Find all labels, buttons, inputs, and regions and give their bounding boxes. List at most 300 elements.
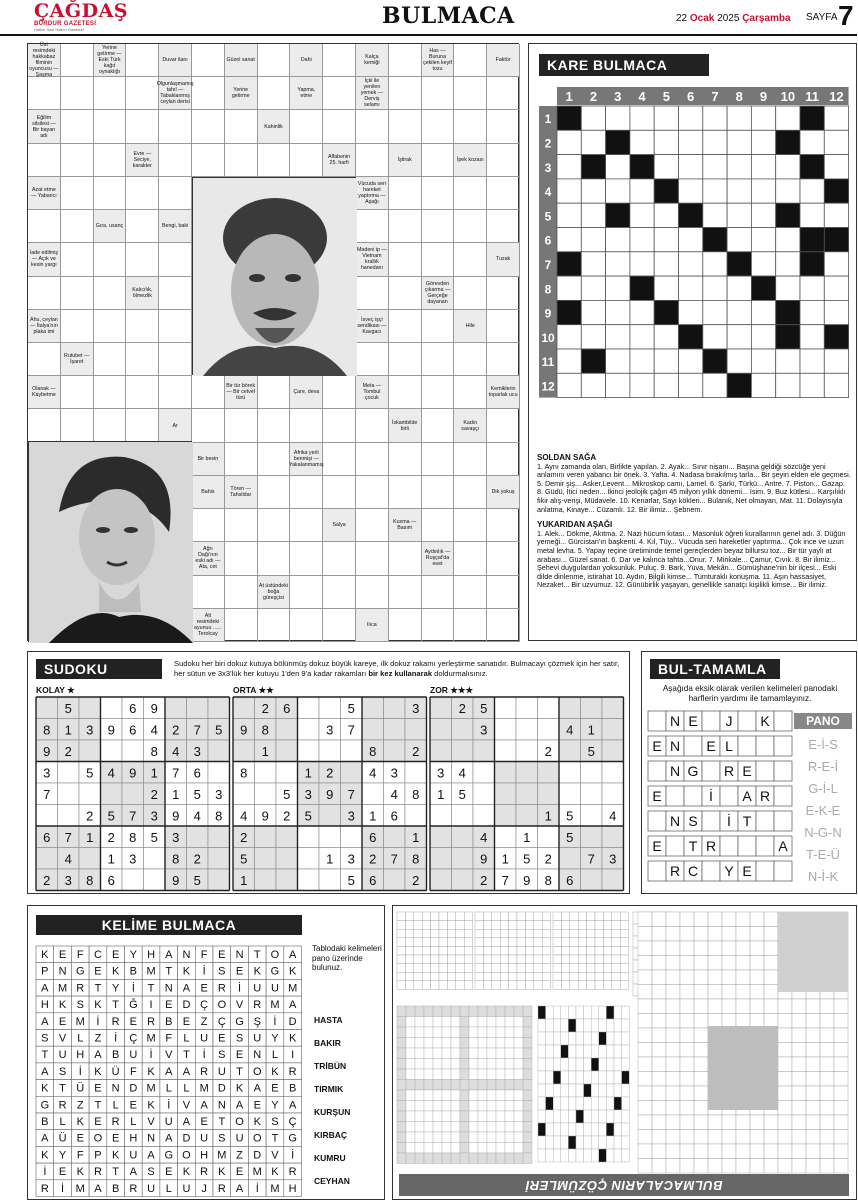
kare-cell[interactable] xyxy=(679,106,703,130)
sudoku-cell[interactable] xyxy=(581,762,603,784)
kare-cell[interactable] xyxy=(703,155,727,179)
bultam-cell[interactable] xyxy=(666,836,684,856)
sudoku-cell[interactable] xyxy=(208,848,230,870)
sudoku-cell[interactable] xyxy=(319,826,341,848)
bultam-cell[interactable] xyxy=(774,761,792,781)
answer-cell[interactable] xyxy=(258,144,291,177)
answer-cell[interactable] xyxy=(323,409,356,442)
kare-cell[interactable] xyxy=(751,130,775,154)
answer-cell[interactable] xyxy=(290,576,323,609)
sudoku-cell[interactable] xyxy=(319,697,341,719)
answer-cell[interactable] xyxy=(389,376,422,409)
kare-cell[interactable] xyxy=(557,228,581,252)
answer-cell[interactable] xyxy=(192,409,225,442)
kare-cell[interactable] xyxy=(581,130,605,154)
bultam-cell[interactable] xyxy=(756,736,774,756)
bultam-cell[interactable] xyxy=(738,711,756,731)
sudoku-cell[interactable] xyxy=(122,869,144,891)
answer-cell[interactable] xyxy=(61,409,94,442)
sudoku-cell[interactable] xyxy=(276,826,298,848)
sudoku-cell[interactable] xyxy=(276,762,298,784)
answer-cell[interactable] xyxy=(454,509,487,542)
sudoku-cell[interactable] xyxy=(538,697,560,719)
answer-cell[interactable] xyxy=(290,609,323,642)
kare-cell[interactable] xyxy=(776,228,800,252)
answer-cell[interactable] xyxy=(126,44,159,77)
sudoku-cell[interactable] xyxy=(473,805,495,827)
answer-cell[interactable] xyxy=(61,310,94,343)
answer-cell[interactable] xyxy=(126,110,159,143)
answer-cell[interactable] xyxy=(323,576,356,609)
answer-cell[interactable] xyxy=(192,376,225,409)
sudoku-cell[interactable] xyxy=(495,719,517,741)
bultam-cell[interactable] xyxy=(648,811,666,831)
sudoku-cell[interactable] xyxy=(538,762,560,784)
sudoku-cell[interactable] xyxy=(559,762,581,784)
answer-cell[interactable] xyxy=(454,609,487,642)
sudoku-cell[interactable] xyxy=(538,826,560,848)
answer-cell[interactable] xyxy=(290,144,323,177)
sudoku-cell[interactable] xyxy=(581,826,603,848)
sudoku-cell[interactable] xyxy=(452,805,474,827)
kare-cell[interactable] xyxy=(606,179,630,203)
sudoku-cell[interactable] xyxy=(233,697,255,719)
answer-cell[interactable] xyxy=(126,77,159,110)
sudoku-cell[interactable] xyxy=(516,783,538,805)
sudoku-cell[interactable] xyxy=(430,826,452,848)
answer-cell[interactable] xyxy=(94,310,127,343)
sudoku-cell[interactable] xyxy=(36,697,58,719)
answer-cell[interactable] xyxy=(356,542,389,575)
answer-cell[interactable] xyxy=(94,243,127,276)
answer-cell[interactable] xyxy=(454,44,487,77)
kare-cell[interactable] xyxy=(703,203,727,227)
bultam-cell[interactable] xyxy=(648,711,666,731)
answer-cell[interactable] xyxy=(28,144,61,177)
kare-cell[interactable] xyxy=(557,373,581,397)
kare-cell[interactable] xyxy=(630,300,654,324)
kare-cell[interactable] xyxy=(679,349,703,373)
sudoku-cell[interactable] xyxy=(58,783,80,805)
answer-cell[interactable] xyxy=(356,277,389,310)
sudoku-cell[interactable] xyxy=(79,848,101,870)
kare-cell[interactable] xyxy=(800,203,824,227)
answer-cell[interactable] xyxy=(225,110,258,143)
answer-cell[interactable] xyxy=(94,343,127,376)
answer-cell[interactable] xyxy=(487,443,520,476)
sudoku-cell[interactable] xyxy=(341,740,363,762)
kare-cell[interactable] xyxy=(776,252,800,276)
answer-cell[interactable] xyxy=(487,177,520,210)
answer-cell[interactable] xyxy=(356,110,389,143)
sudoku-cell[interactable] xyxy=(298,869,320,891)
kare-cell[interactable] xyxy=(824,155,848,179)
kare-cell[interactable] xyxy=(606,300,630,324)
sudoku-cell[interactable] xyxy=(430,848,452,870)
answer-cell[interactable] xyxy=(454,576,487,609)
kare-cell[interactable] xyxy=(654,276,678,300)
answer-cell[interactable] xyxy=(258,542,291,575)
kare-cell[interactable] xyxy=(630,373,654,397)
kare-cell[interactable] xyxy=(557,325,581,349)
answer-cell[interactable] xyxy=(356,210,389,243)
answer-cell[interactable] xyxy=(225,144,258,177)
kare-cell[interactable] xyxy=(800,373,824,397)
sudoku-cell[interactable] xyxy=(405,762,427,784)
sudoku-cell[interactable] xyxy=(581,783,603,805)
answer-cell[interactable] xyxy=(487,110,520,143)
sudoku-cell[interactable] xyxy=(581,697,603,719)
kare-cell[interactable] xyxy=(581,228,605,252)
kare-cell[interactable] xyxy=(654,325,678,349)
kare-cell[interactable] xyxy=(703,325,727,349)
kare-cell[interactable] xyxy=(581,179,605,203)
bultam-cell[interactable] xyxy=(666,786,684,806)
answer-cell[interactable] xyxy=(422,609,455,642)
kare-cell[interactable] xyxy=(727,325,751,349)
sudoku-cell[interactable] xyxy=(559,783,581,805)
kare-cell[interactable] xyxy=(557,155,581,179)
bultam-cell[interactable] xyxy=(720,836,738,856)
bultam-cell[interactable] xyxy=(756,836,774,856)
answer-cell[interactable] xyxy=(454,210,487,243)
answer-cell[interactable] xyxy=(225,409,258,442)
newspaper-logo[interactable] xyxy=(34,0,144,32)
kare-cell[interactable] xyxy=(654,155,678,179)
kare-cell[interactable] xyxy=(581,300,605,324)
kare-cell[interactable] xyxy=(606,228,630,252)
sudoku-cell[interactable] xyxy=(101,740,123,762)
sudoku-cell[interactable] xyxy=(319,869,341,891)
kare-cell[interactable] xyxy=(727,228,751,252)
sudoku-cell[interactable] xyxy=(165,697,187,719)
answer-cell[interactable] xyxy=(323,376,356,409)
bultam-cell[interactable] xyxy=(648,761,666,781)
kare-cell[interactable] xyxy=(824,130,848,154)
sudoku-cell[interactable] xyxy=(452,869,474,891)
kare-cell[interactable] xyxy=(606,325,630,349)
kare-cell[interactable] xyxy=(679,179,703,203)
answer-cell[interactable] xyxy=(258,476,291,509)
sudoku-cell[interactable] xyxy=(276,740,298,762)
sudoku-cell[interactable] xyxy=(255,762,277,784)
answer-cell[interactable] xyxy=(94,376,127,409)
answer-cell[interactable] xyxy=(422,210,455,243)
sudoku-cell[interactable] xyxy=(430,869,452,891)
sudoku-cell[interactable] xyxy=(298,848,320,870)
sudoku-cell[interactable] xyxy=(602,762,624,784)
kare-cell[interactable] xyxy=(703,130,727,154)
answer-cell[interactable] xyxy=(487,210,520,243)
answer-cell[interactable] xyxy=(422,509,455,542)
kare-cell[interactable] xyxy=(581,106,605,130)
bultam-cell[interactable] xyxy=(702,761,720,781)
answer-cell[interactable] xyxy=(389,243,422,276)
kare-cell[interactable] xyxy=(654,373,678,397)
answer-cell[interactable] xyxy=(389,177,422,210)
kare-cell[interactable] xyxy=(557,130,581,154)
answer-cell[interactable] xyxy=(61,110,94,143)
answer-cell[interactable] xyxy=(159,343,192,376)
kare-cell[interactable] xyxy=(557,203,581,227)
bultam-cell[interactable] xyxy=(774,811,792,831)
kare-cell[interactable] xyxy=(630,228,654,252)
sudoku-cell[interactable] xyxy=(559,848,581,870)
sudoku-cell[interactable] xyxy=(319,805,341,827)
bultam-cell[interactable] xyxy=(702,861,720,881)
kare-cell[interactable] xyxy=(557,276,581,300)
answer-cell[interactable] xyxy=(454,177,487,210)
sudoku-cell[interactable] xyxy=(101,697,123,719)
sudoku-cell[interactable] xyxy=(36,848,58,870)
answer-cell[interactable] xyxy=(356,476,389,509)
answer-cell[interactable] xyxy=(356,509,389,542)
sudoku-cell[interactable] xyxy=(255,848,277,870)
kare-cell[interactable] xyxy=(606,155,630,179)
sudoku-cell[interactable] xyxy=(430,697,452,719)
sudoku-cell[interactable] xyxy=(384,697,406,719)
sudoku-cell[interactable] xyxy=(602,783,624,805)
sudoku-cell[interactable] xyxy=(559,740,581,762)
sudoku-cell[interactable] xyxy=(208,740,230,762)
answer-cell[interactable] xyxy=(323,542,356,575)
answer-cell[interactable] xyxy=(422,144,455,177)
answer-cell[interactable] xyxy=(487,576,520,609)
kare-cell[interactable] xyxy=(654,349,678,373)
sudoku-cell[interactable] xyxy=(36,805,58,827)
answer-cell[interactable] xyxy=(290,542,323,575)
answer-cell[interactable] xyxy=(94,77,127,110)
answer-cell[interactable] xyxy=(389,310,422,343)
sudoku-cell[interactable] xyxy=(473,762,495,784)
kare-cell[interactable] xyxy=(727,155,751,179)
answer-cell[interactable] xyxy=(290,476,323,509)
answer-cell[interactable] xyxy=(422,77,455,110)
answer-cell[interactable] xyxy=(487,77,520,110)
kare-cell[interactable] xyxy=(751,349,775,373)
kare-cell[interactable] xyxy=(776,373,800,397)
answer-cell[interactable] xyxy=(126,177,159,210)
answer-cell[interactable] xyxy=(389,476,422,509)
answer-cell[interactable] xyxy=(422,110,455,143)
answer-cell[interactable] xyxy=(487,409,520,442)
answer-cell[interactable] xyxy=(94,144,127,177)
answer-cell[interactable] xyxy=(159,376,192,409)
kare-cell[interactable] xyxy=(606,106,630,130)
sudoku-cell[interactable] xyxy=(255,826,277,848)
sudoku-cell[interactable] xyxy=(276,719,298,741)
kare-cell[interactable] xyxy=(776,155,800,179)
kare-cell[interactable] xyxy=(703,373,727,397)
answer-cell[interactable] xyxy=(454,110,487,143)
kare-cell[interactable] xyxy=(776,179,800,203)
answer-cell[interactable] xyxy=(389,609,422,642)
bultam-cell[interactable] xyxy=(720,786,738,806)
kare-cell[interactable] xyxy=(630,106,654,130)
answer-cell[interactable] xyxy=(225,542,258,575)
kare-cell[interactable] xyxy=(751,373,775,397)
kare-cell[interactable] xyxy=(581,203,605,227)
answer-cell[interactable] xyxy=(126,376,159,409)
kare-cell[interactable] xyxy=(751,228,775,252)
sudoku-cell[interactable] xyxy=(452,719,474,741)
kare-cell[interactable] xyxy=(630,349,654,373)
sudoku-cell[interactable] xyxy=(233,783,255,805)
answer-cell[interactable] xyxy=(61,44,94,77)
kare-cell[interactable] xyxy=(727,106,751,130)
kare-cell[interactable] xyxy=(751,300,775,324)
answer-cell[interactable] xyxy=(356,443,389,476)
answer-cell[interactable] xyxy=(28,210,61,243)
answer-cell[interactable] xyxy=(323,476,356,509)
kare-cell[interactable] xyxy=(800,130,824,154)
sudoku-cell[interactable] xyxy=(187,697,209,719)
answer-cell[interactable] xyxy=(356,343,389,376)
sudoku-cell[interactable] xyxy=(341,826,363,848)
answer-cell[interactable] xyxy=(389,576,422,609)
answer-cell[interactable] xyxy=(422,343,455,376)
sudoku-cell[interactable] xyxy=(559,697,581,719)
sudoku-cell[interactable] xyxy=(495,740,517,762)
kare-cell[interactable] xyxy=(800,349,824,373)
answer-cell[interactable] xyxy=(225,443,258,476)
sudoku-cell[interactable] xyxy=(144,869,166,891)
kare-cell[interactable] xyxy=(776,349,800,373)
kare-cell[interactable] xyxy=(727,179,751,203)
sudoku-cell[interactable] xyxy=(187,826,209,848)
answer-cell[interactable] xyxy=(389,542,422,575)
kare-cell[interactable] xyxy=(751,155,775,179)
sudoku-cell[interactable] xyxy=(298,697,320,719)
kare-cell[interactable] xyxy=(703,252,727,276)
kare-cell[interactable] xyxy=(800,300,824,324)
answer-cell[interactable] xyxy=(192,576,225,609)
sudoku-cell[interactable] xyxy=(430,805,452,827)
kare-cell[interactable] xyxy=(654,106,678,130)
sudoku-cell[interactable] xyxy=(473,783,495,805)
kare-cell[interactable] xyxy=(679,155,703,179)
answer-cell[interactable] xyxy=(61,177,94,210)
sudoku-cell[interactable] xyxy=(58,805,80,827)
bultam-cell[interactable] xyxy=(774,736,792,756)
kare-cell[interactable] xyxy=(800,276,824,300)
bultam-cell[interactable] xyxy=(684,786,702,806)
answer-cell[interactable] xyxy=(192,509,225,542)
answer-cell[interactable] xyxy=(94,277,127,310)
answer-cell[interactable] xyxy=(487,343,520,376)
sudoku-cell[interactable] xyxy=(430,719,452,741)
answer-cell[interactable] xyxy=(258,77,291,110)
kare-cell[interactable] xyxy=(824,300,848,324)
kare-cell[interactable] xyxy=(727,203,751,227)
answer-cell[interactable] xyxy=(126,409,159,442)
answer-cell[interactable] xyxy=(356,144,389,177)
sudoku-cell[interactable] xyxy=(144,848,166,870)
bultam-cell[interactable] xyxy=(738,736,756,756)
answer-cell[interactable] xyxy=(389,210,422,243)
answer-cell[interactable] xyxy=(225,509,258,542)
sudoku-cell[interactable] xyxy=(581,869,603,891)
kare-cell[interactable] xyxy=(703,179,727,203)
answer-cell[interactable] xyxy=(61,210,94,243)
kare-cell[interactable] xyxy=(703,300,727,324)
answer-cell[interactable] xyxy=(126,343,159,376)
sudoku-cell[interactable] xyxy=(276,848,298,870)
bultam-cell[interactable] xyxy=(756,811,774,831)
sudoku-cell[interactable] xyxy=(298,826,320,848)
answer-cell[interactable] xyxy=(61,277,94,310)
answer-cell[interactable] xyxy=(94,110,127,143)
answer-cell[interactable] xyxy=(422,310,455,343)
answer-cell[interactable] xyxy=(159,310,192,343)
kare-cell[interactable] xyxy=(824,349,848,373)
kare-cell[interactable] xyxy=(751,252,775,276)
answer-cell[interactable] xyxy=(323,443,356,476)
answer-cell[interactable] xyxy=(389,77,422,110)
kare-cell[interactable] xyxy=(654,228,678,252)
sudoku-cell[interactable] xyxy=(208,869,230,891)
kare-cell[interactable] xyxy=(727,349,751,373)
kare-cell[interactable] xyxy=(824,252,848,276)
answer-cell[interactable] xyxy=(258,44,291,77)
sudoku-cell[interactable] xyxy=(405,719,427,741)
answer-cell[interactable] xyxy=(258,609,291,642)
answer-cell[interactable] xyxy=(61,243,94,276)
bultam-cell[interactable] xyxy=(738,836,756,856)
kare-cell[interactable] xyxy=(557,179,581,203)
kare-cell[interactable] xyxy=(630,252,654,276)
kare-cell[interactable] xyxy=(679,252,703,276)
sudoku-cell[interactable] xyxy=(101,783,123,805)
answer-cell[interactable] xyxy=(389,277,422,310)
answer-cell[interactable] xyxy=(61,77,94,110)
answer-cell[interactable] xyxy=(28,409,61,442)
sudoku-cell[interactable] xyxy=(495,805,517,827)
sudoku-cell[interactable] xyxy=(208,826,230,848)
kare-cell[interactable] xyxy=(581,325,605,349)
sudoku-cell[interactable] xyxy=(208,697,230,719)
sudoku-cell[interactable] xyxy=(79,783,101,805)
sudoku-cell[interactable] xyxy=(384,869,406,891)
answer-cell[interactable] xyxy=(389,343,422,376)
answer-cell[interactable] xyxy=(422,177,455,210)
kare-cell[interactable] xyxy=(606,252,630,276)
kare-cell[interactable] xyxy=(824,106,848,130)
answer-cell[interactable] xyxy=(454,443,487,476)
sudoku-cell[interactable] xyxy=(122,783,144,805)
sudoku-cell[interactable] xyxy=(452,740,474,762)
sudoku-cell[interactable] xyxy=(79,697,101,719)
sudoku-cell[interactable] xyxy=(516,762,538,784)
answer-cell[interactable] xyxy=(422,409,455,442)
answer-cell[interactable] xyxy=(323,44,356,77)
sudoku-cell[interactable] xyxy=(79,740,101,762)
sudoku-cell[interactable] xyxy=(516,740,538,762)
answer-cell[interactable] xyxy=(28,343,61,376)
answer-cell[interactable] xyxy=(422,243,455,276)
sudoku-cell[interactable] xyxy=(473,740,495,762)
answer-cell[interactable] xyxy=(258,376,291,409)
kare-cell[interactable] xyxy=(751,203,775,227)
answer-cell[interactable] xyxy=(159,243,192,276)
answer-cell[interactable] xyxy=(422,376,455,409)
answer-cell[interactable] xyxy=(454,343,487,376)
sudoku-cell[interactable] xyxy=(516,805,538,827)
sudoku-cell[interactable] xyxy=(298,719,320,741)
kare-cell[interactable] xyxy=(824,276,848,300)
answer-cell[interactable] xyxy=(192,110,225,143)
answer-cell[interactable] xyxy=(258,509,291,542)
